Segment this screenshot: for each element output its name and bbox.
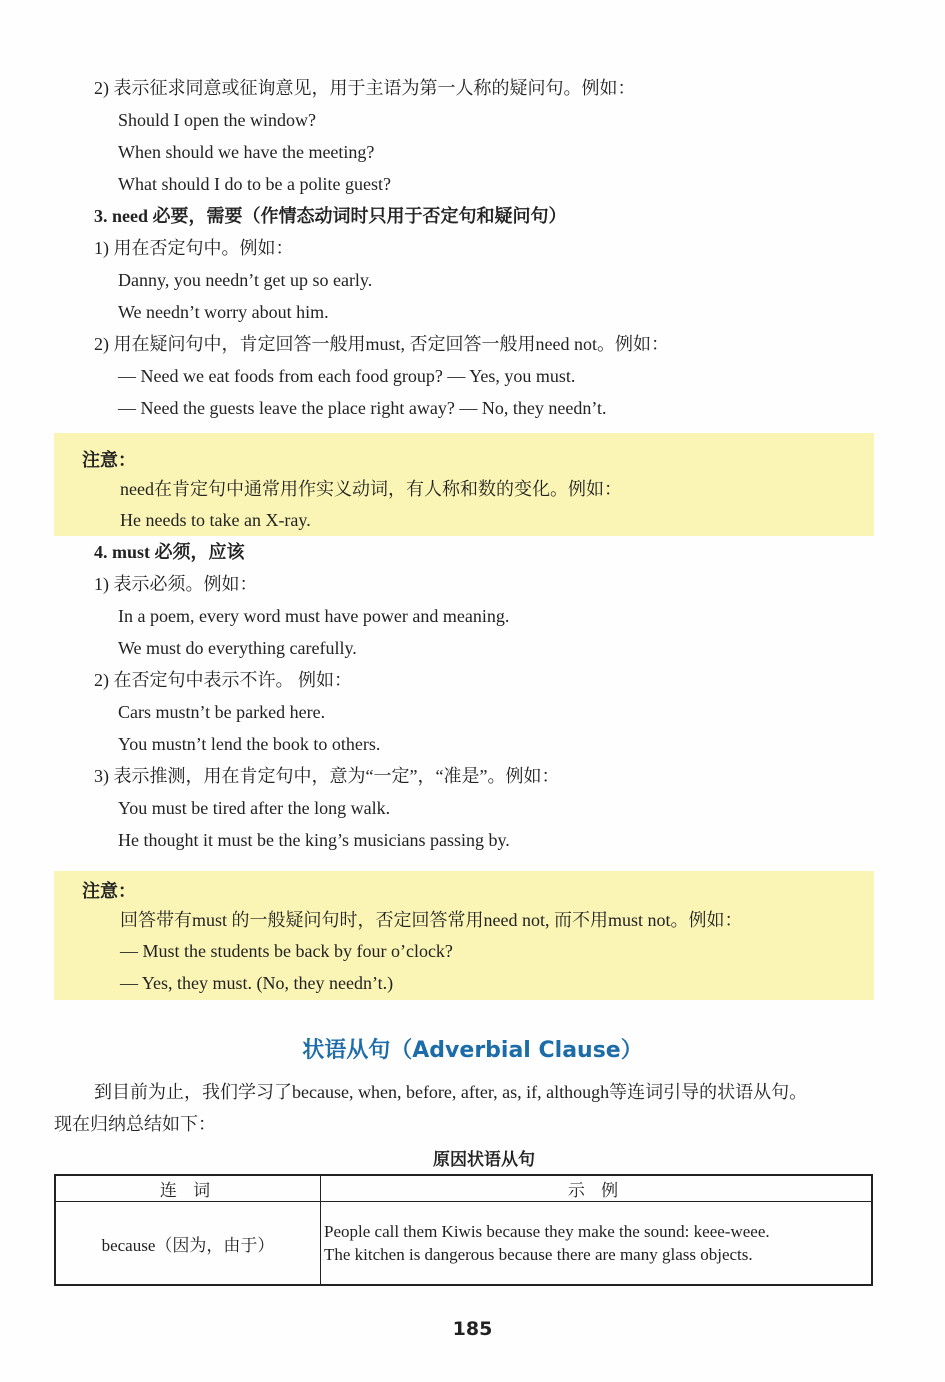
section-intro-cont: 现在归纳总结如下： [54, 1114, 216, 1134]
text-line: 1) 表示必须。例如： [94, 574, 258, 594]
text-line: When should we have the meeting? [118, 142, 375, 162]
note-label: 注意： [82, 881, 136, 902]
section-heading: 3. need 必要，需要（作情态动词时只用于否定句和疑问句） [94, 206, 567, 226]
text-line: Danny, you needn’t get up so early. [118, 270, 373, 290]
note-text: 回答带有must 的一般疑问句时，否定回答常用need not, 而不用must not。例如： [120, 910, 743, 930]
page-number: 185 [452, 1318, 493, 1340]
text-line: 3) 表示推测，用在肯定句中，意为“一定”，“准是”。例如： [94, 766, 560, 786]
text-line: 2) 表示征求同意或征询意见，用于主语为第一人称的疑问句。例如： [94, 78, 636, 98]
table-caption: 原因状语从句 [433, 1150, 535, 1170]
column-header-example: 示 例 [321, 1175, 873, 1202]
text-line: In a poem, every word must have power and meaning. [118, 606, 510, 626]
clause-table [54, 1174, 873, 1286]
text-line: We needn’t worry about him. [118, 302, 329, 322]
note-text: need在肯定句中通常用作实义动词，有人称和数的变化。例如： [120, 479, 622, 499]
text-line: You mustn’t lend the book to others. [118, 734, 381, 754]
text-line: We must do everything carefully. [118, 638, 357, 658]
note-label: 注意： [82, 450, 136, 471]
note-example: He needs to take an X-ray. [120, 510, 311, 530]
text-line: — Need we eat foods from each food group? — Yes, you must. [118, 366, 576, 386]
text-line: 2) 用在疑问句中，肯定回答一般用must, 否定回答一般用need not。例如： [94, 334, 669, 354]
section-intro: 到目前为止，我们学习了because, when, before, after, as, if, although等连词引导的状语从句。 [94, 1082, 808, 1102]
note-example: — Yes, they must. (No, they needn’t.) [120, 973, 394, 993]
text-line: You must be tired after the long walk. [118, 798, 391, 818]
example-sentence: The kitchen is dangerous because there are many glass objects. [324, 1245, 753, 1264]
text-line: — Need the guests leave the place right away? — No, they needn’t. [118, 398, 607, 418]
text-line: Cars mustn’t be parked here. [118, 702, 326, 722]
conjunction-cell: because（因为，由于） [55, 1202, 321, 1286]
section-title: 状语从句（Adverbial Clause） [302, 1038, 643, 1063]
example-sentence: People call them Kiwis because they make the sound: keee-weee. [324, 1222, 770, 1241]
text-line: 2) 在否定句中表示不许。 例如： [94, 670, 352, 690]
text-line: 1) 用在否定句中。例如： [94, 238, 294, 258]
table-row [55, 1202, 872, 1286]
note-box-must [54, 871, 874, 1000]
table-header-row [55, 1175, 872, 1202]
column-header-conjunction: 连 词 [55, 1175, 321, 1202]
note-box-need [54, 433, 874, 536]
text-line: Should I open the window? [118, 110, 316, 130]
section-heading: 4. must 必须，应该 [94, 542, 245, 562]
text-line: He thought it must be the king’s musicians passing by. [118, 830, 510, 850]
text-line: What should I do to be a polite guest? [118, 174, 391, 194]
example-cell [321, 1202, 873, 1286]
note-example: — Must the students be back by four o’clock? [120, 941, 453, 961]
